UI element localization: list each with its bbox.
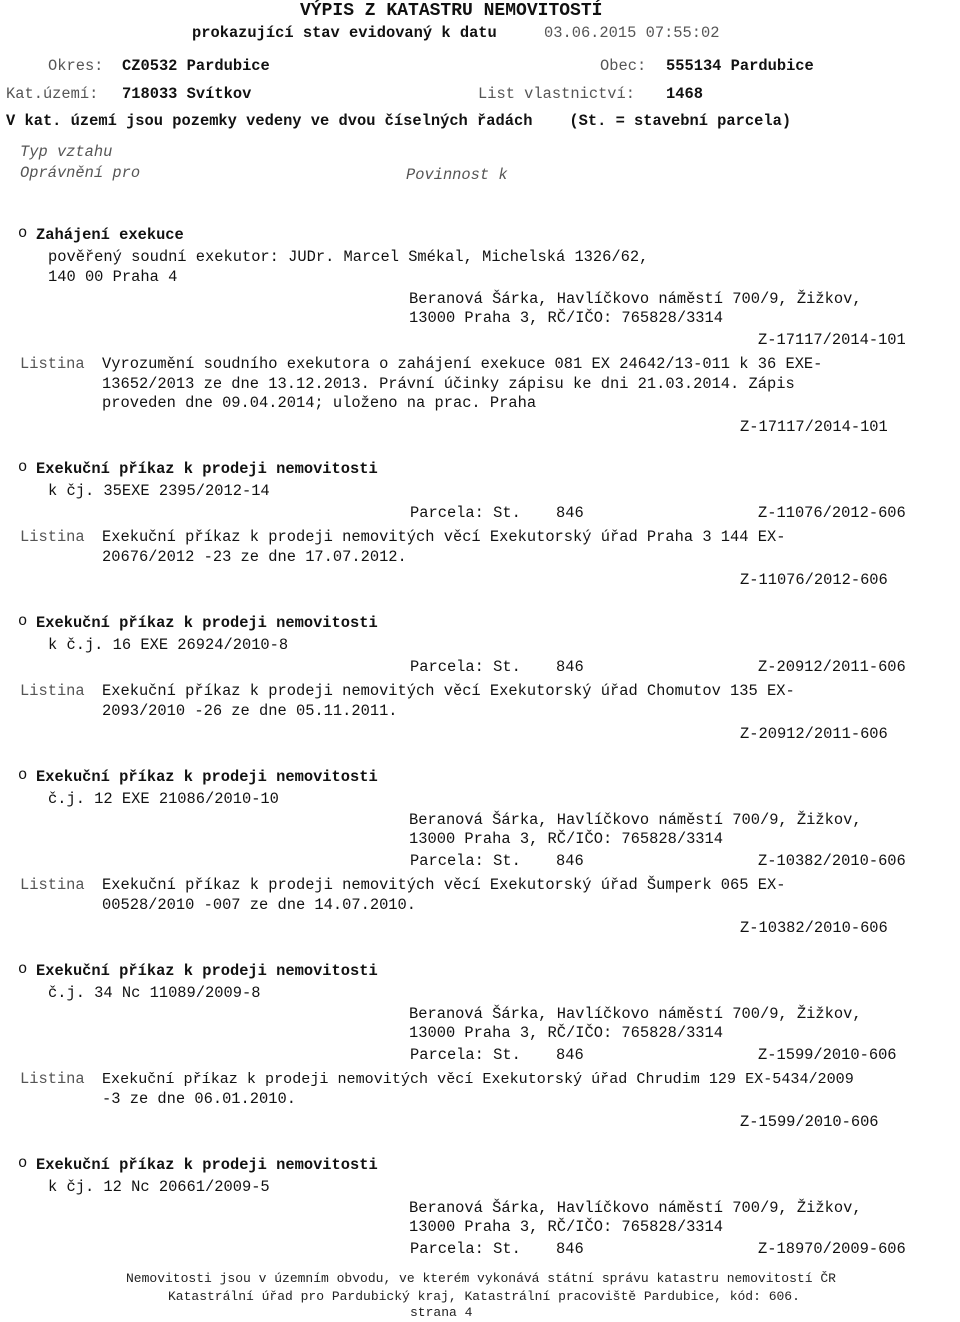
- listina-reference: Z-20912/2011-606: [740, 725, 888, 743]
- page-number: strana 4: [410, 1305, 473, 1320]
- entry-person-line: 13000 Praha 3, RČ/IČO: 765828/3314: [409, 309, 724, 327]
- listina-line: -3 ze dne 06.01.2010.: [102, 1090, 296, 1108]
- parcel-number: 846: [556, 1046, 584, 1064]
- entry-bullet: o: [18, 612, 28, 630]
- okres-value: CZ0532 Pardubice: [122, 57, 270, 75]
- listina-label: Listina: [20, 682, 85, 700]
- entry-case-line: pověřený soudní exekutor: JUDr. Marcel Smékal, Michelská 1326/62,: [48, 248, 649, 266]
- obec-value: 555134 Pardubice: [666, 57, 814, 75]
- entry-title: Exekuční příkaz k prodeji nemovitosti: [36, 1156, 378, 1174]
- parcel-number: 846: [556, 852, 584, 870]
- entry-case-line: č.j. 12 EXE 21086/2010-10: [48, 790, 279, 808]
- column-opravneni-pro: Oprávnění pro: [20, 164, 141, 182]
- okres-label: Okres:: [48, 57, 104, 75]
- listina-line: Exekuční příkaz k prodeji nemovitých věcí Exekutorský úřad Praha 3 144 EX-: [102, 528, 786, 546]
- column-povinnost-k: Povinnost k: [406, 166, 508, 184]
- entry-reference: Z-18970/2009-606: [758, 1240, 906, 1258]
- entry-title: Zahájení exekuce: [36, 226, 184, 244]
- listina-line: Exekuční příkaz k prodeji nemovitých věcí Exekutorský úřad Chomutov 135 EX-: [102, 682, 795, 700]
- entry-bullet: o: [18, 766, 28, 784]
- entry-bullet: o: [18, 458, 28, 476]
- listina-line: 20676/2012 -23 ze dne 17.07.2012.: [102, 548, 407, 566]
- listina-line: 2093/2010 -26 ze dne 05.11.2011.: [102, 702, 398, 720]
- entry-title: Exekuční příkaz k prodeji nemovitosti: [36, 768, 378, 786]
- listina-reference: Z-10382/2010-606: [740, 919, 888, 937]
- katuzemi-label: Kat.území:: [6, 85, 99, 103]
- entry-reference: Z-10382/2010-606: [758, 852, 906, 870]
- entry-case-line: k čj. 12 Nc 20661/2009-5: [48, 1178, 270, 1196]
- katuzemi-value: 718033 Svítkov: [122, 85, 252, 103]
- entry-person-line: Beranová Šárka, Havlíčkovo náměstí 700/9, Žižkov,: [409, 1199, 862, 1217]
- listina-label: Listina: [20, 876, 85, 894]
- entry-bullet: o: [18, 224, 28, 242]
- parcel-number: 846: [556, 1240, 584, 1258]
- entry-case-line: č.j. 34 Nc 11089/2009-8: [48, 984, 261, 1002]
- footer-jurisdiction: Nemovitosti jsou v územním obvodu, ve kterém vykonává státní správu katastru nemovitostí ČR: [126, 1271, 836, 1286]
- obec-label: Obec:: [600, 57, 647, 75]
- parcel-label: Parcela: St.: [410, 504, 521, 522]
- state-date-label: prokazující stav evidovaný k datu: [192, 24, 497, 42]
- entry-title: Exekuční příkaz k prodeji nemovitosti: [36, 962, 378, 980]
- entry-reference: Z-17117/2014-101: [758, 331, 906, 349]
- list-label: List vlastnictví:: [478, 85, 636, 103]
- listina-line: 13652/2013 ze dne 13.12.2013. Právní účinky zápisu ke dni 21.03.2014. Zápis: [102, 375, 795, 393]
- column-typ-vztahu: Typ vztahu: [20, 143, 113, 161]
- listina-label: Listina: [20, 355, 85, 373]
- list-value: 1468: [666, 85, 703, 103]
- entry-case-line: k čj. 35EXE 2395/2012-14: [48, 482, 270, 500]
- listina-line: proveden dne 09.04.2014; uloženo na prac. Praha: [102, 394, 537, 412]
- document-title: VÝPIS Z KATASTRU NEMOVITOSTÍ: [300, 1, 603, 21]
- listina-label: Listina: [20, 528, 85, 546]
- entry-reference: Z-20912/2011-606: [758, 658, 906, 676]
- numbering-note: V kat. území jsou pozemky vedeny ve dvou číselných řadách (St. = stavební parcela): [6, 112, 792, 130]
- parcel-label: Parcela: St.: [410, 658, 521, 676]
- parcel-label: Parcela: St.: [410, 1046, 521, 1064]
- listina-line: Exekuční příkaz k prodeji nemovitých věcí Exekutorský úřad Chrudim 129 EX-5434/2009: [102, 1070, 854, 1088]
- entry-bullet: o: [18, 960, 28, 978]
- entry-reference: Z-11076/2012-606: [758, 504, 906, 522]
- entry-person-line: 13000 Praha 3, RČ/IČO: 765828/3314: [409, 1218, 724, 1236]
- entry-person-line: 13000 Praha 3, RČ/IČO: 765828/3314: [409, 830, 724, 848]
- parcel-number: 846: [556, 504, 584, 522]
- footer-office: Katastrální úřad pro Pardubický kraj, Katastrální pracoviště Pardubice, kód: 606.: [168, 1289, 800, 1304]
- parcel-label: Parcela: St.: [410, 1240, 521, 1258]
- listina-reference: Z-17117/2014-101: [740, 418, 888, 436]
- listina-reference: Z-1599/2010-606: [740, 1113, 879, 1131]
- entry-title: Exekuční příkaz k prodeji nemovitosti: [36, 460, 378, 478]
- state-date: 03.06.2015 07:55:02: [544, 24, 720, 42]
- listina-line: Exekuční příkaz k prodeji nemovitých věcí Exekutorský úřad Šumperk 065 EX-: [102, 876, 786, 894]
- listina-label: Listina: [20, 1070, 85, 1088]
- entry-bullet: o: [18, 1154, 28, 1172]
- entry-person-line: 13000 Praha 3, RČ/IČO: 765828/3314: [409, 1024, 724, 1042]
- entry-person-line: Beranová Šárka, Havlíčkovo náměstí 700/9, Žižkov,: [409, 811, 862, 829]
- listina-reference: Z-11076/2012-606: [740, 571, 888, 589]
- entry-person-line: Beranová Šárka, Havlíčkovo náměstí 700/9, Žižkov,: [409, 1005, 862, 1023]
- entry-reference: Z-1599/2010-606: [758, 1046, 897, 1064]
- parcel-number: 846: [556, 658, 584, 676]
- entry-person-line: Beranová Šárka, Havlíčkovo náměstí 700/9, Žižkov,: [409, 290, 862, 308]
- listina-line: 00528/2010 -007 ze dne 14.07.2010.: [102, 896, 417, 914]
- parcel-label: Parcela: St.: [410, 852, 521, 870]
- entry-case-line: 140 00 Praha 4: [48, 268, 178, 286]
- entry-title: Exekuční příkaz k prodeji nemovitosti: [36, 614, 378, 632]
- entry-case-line: k č.j. 16 EXE 26924/2010-8: [48, 636, 289, 654]
- listina-line: Vyrozumění soudního exekutora o zahájení exekuce 081 EX 24642/13-011 k 36 EXE-: [102, 355, 823, 373]
